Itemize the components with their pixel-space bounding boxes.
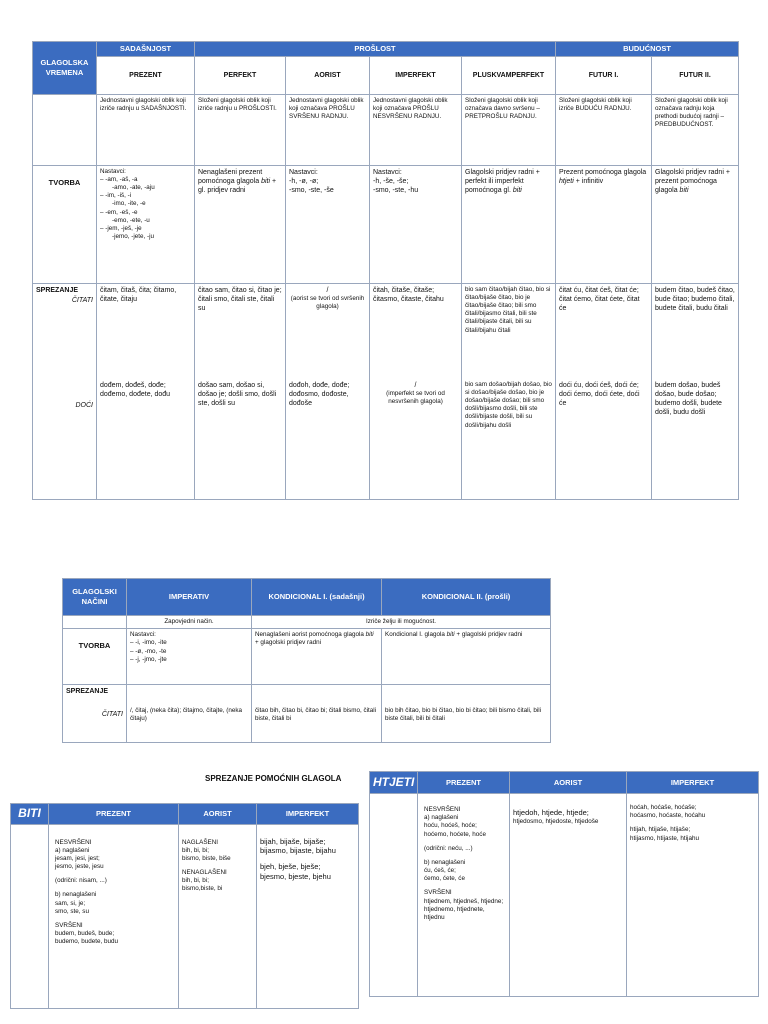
col-imperfekt: IMPERFEKT (370, 56, 462, 94)
text: htijasmo, htijaste, htijahu (630, 834, 699, 842)
text: Nenaglašeni aorist pomoćnoga glagola (255, 631, 366, 639)
text: + glagolski pridjev radni (454, 631, 523, 639)
ending: -imo, -ite, -e (112, 200, 146, 208)
text: sam, si, je; (55, 899, 86, 907)
sprezanje-cell (63, 685, 127, 743)
text: ćemo, ćete, će (424, 875, 465, 883)
htjeti-col-aorist: AORIST (510, 772, 627, 794)
ending: – -i, -imo, -ite (130, 639, 248, 647)
text: budemo, budete, budu (55, 938, 119, 946)
doci-futur-1: doći ću, doći ćeš, doći će; doći ćemo, doći ćete, doći će (559, 381, 640, 407)
tvorba-futur-1 (556, 165, 652, 283)
htjeti-row-head (370, 794, 418, 997)
text: a) naglašeni (55, 846, 90, 854)
tvorba-aorist (286, 165, 370, 283)
biti-row-head (11, 824, 49, 1008)
text: jesmo, jeste, jesu (55, 863, 104, 871)
sprezanje-prezent (97, 283, 195, 499)
glagolski-nacini-table (62, 578, 551, 743)
text: (odrični: neću, ...) (424, 844, 473, 852)
ending: – -am, -aš, -a (100, 176, 191, 184)
text: biti (365, 631, 374, 639)
desc-imperfekt: Jednostavni glagolski oblik koji označava PROŠLU NESVRŠENU RADNJU. (370, 94, 462, 165)
sadasnjost-header: SADAŠNJOST (97, 42, 195, 57)
col-pluskvamperfekt: PLUSKVAMPERFEKT (462, 56, 556, 94)
text: htjednem, htjedneš, htjedne; (424, 897, 504, 905)
doci-perfekt: došao sam, došao si, došao je; došli smo, došli ste, došli su (198, 381, 277, 407)
desc-perfekt: Složeni glagolski oblik koji izriče radnju u PROŠLOSTI. (195, 94, 286, 165)
ending: – -im, -iš, -i (100, 192, 191, 200)
sprezanje-imperfekt (370, 283, 462, 499)
desc-futur-1: Složeni glagolski oblik koji izriče BUDUĆU RADNJU. (556, 94, 652, 165)
text: biti (446, 631, 455, 639)
tvorba-futur-2 (652, 165, 739, 283)
htjeti-col-prezent: PREZENT (418, 772, 510, 794)
col-kondicional-2: KONDICIONAL II. (prošli) (382, 579, 551, 616)
text: NESVRŠENI (55, 838, 92, 846)
text: hoćemo, hoćete, hoće (424, 830, 486, 838)
text: bih, bi, bi; (182, 877, 209, 885)
htjeti-table (369, 771, 759, 997)
tvorba-kondicional-1 (252, 629, 382, 685)
text: NESVRŠENI (424, 806, 461, 813)
text: b) nenaglašeni (55, 891, 97, 899)
doci-futur-2: budem došao, budeš došao, bude došao; budemo došli, budete došli, budu došli (655, 381, 722, 417)
tvorba-prezent-head: Nastavci: (100, 167, 126, 175)
text: bismo,biste, bi (182, 885, 223, 893)
biti-aorist (179, 824, 257, 1008)
tvorba-imperfekt (370, 165, 462, 283)
text: b) nenaglašeni (424, 858, 466, 866)
text: -smo, -ste, -hu (373, 186, 419, 194)
col-aorist: AORIST (286, 56, 370, 94)
text: Kondicional I. glagola (385, 631, 447, 639)
text: biti (679, 186, 689, 194)
text: hoćasmo, hoćaste, hoćahu (630, 812, 706, 820)
tvorba-pluskvamperfekt (462, 165, 556, 283)
glagolska-vremena-table (32, 41, 739, 500)
text: biti (512, 186, 522, 194)
citati-prezent: čitam, čitaš, čita; čitamo, čitate, čitaju (100, 286, 177, 303)
tvorba-label: TVORBA (63, 629, 127, 685)
htjeti-imperfekt (627, 794, 759, 997)
biti-col-prezent: PREZENT (49, 804, 179, 825)
biti-imperfekt (257, 824, 359, 1008)
doci-aorist: dođoh, dođe, dođe; dođosmo, dođoste, dođoše (289, 381, 350, 407)
citati-label: ČITATI (101, 711, 123, 719)
text: bijasmo, bijaste, bijahu (260, 846, 336, 856)
text: Nenaglašeni prezent pomoćnoga glagola (198, 168, 263, 185)
text: biti (261, 177, 271, 185)
text: htjednemo, htjednete, htjednu (424, 905, 485, 921)
text: + glagolski pridjev radni (255, 639, 321, 647)
doci-prezent: dođem, dođeš, dođe; dođemo, dođete, dođu (100, 381, 171, 398)
citati-perfekt: čitao sam, čitao si, čitao je; čitali smo, čitali ste, čitali su (198, 286, 282, 312)
doci-label: DOĆI (75, 401, 93, 409)
sprezanje-imperativ: /, čitaj, (neka čita); čitajmo, čitajte, (neka čitaju) (127, 685, 252, 743)
text: htjedosmo, htjedoste, htjedoše (513, 817, 599, 825)
text: hoću, hoćeš, hoće; (424, 822, 477, 830)
col-perfekt: PERFEKT (195, 56, 286, 94)
sprezanje-cell (33, 283, 97, 499)
text: + infinitiv (573, 177, 604, 185)
doci-imperfekt-note: (imperfekt se tvori od nesvršenih glagola) (386, 389, 445, 406)
ending: -amo, -ate, -aju (112, 184, 155, 192)
imperativ-desc: Zapovjedni način. (127, 616, 252, 629)
citati-futur-2: budem čitao, budeš čitao, bude čitao; budemo čitali, budete čitali, budu čitali (655, 286, 735, 312)
htjeti-aorist (510, 794, 627, 997)
text: bjesmo, bjeste, bjehu (260, 871, 331, 881)
col-imperativ: IMPERATIV (127, 579, 252, 616)
ending: – -em, -eš, -e (100, 209, 191, 217)
text: htjedoh, htjede, htjede; (513, 808, 589, 817)
ending: – -j, -jmo, -jte (130, 656, 248, 664)
text: bih, bi, bi; (182, 846, 209, 854)
ending: -jemo, -jete, -ju (112, 233, 154, 241)
tvorba-prezent (97, 165, 195, 283)
col-kondicional-1: KONDICIONAL I. (sadašnji) (252, 579, 382, 616)
citati-futur-1: čitat ću, čitat ćeš, čitat će; čitat ćemo, čitat ćete, čitat će (559, 286, 640, 312)
text: budem, budeš, bude; (55, 930, 115, 938)
text: htijah, htijaše, htijaše; (630, 826, 691, 834)
text: htjeti (559, 177, 574, 185)
desc-row-head (33, 94, 97, 165)
kondicional-desc: Izriče želju ili mogućnost. (252, 616, 551, 629)
sprezanje-pluskvamperfekt (462, 283, 556, 499)
biti-table (10, 803, 359, 1009)
text: SVRŠENI (55, 921, 83, 929)
text: smo, ste, su (55, 907, 89, 915)
text: bismo, biste, biše (182, 854, 231, 862)
text: -h, -ø, -ø; (289, 177, 319, 185)
text: Nastavci: (289, 168, 318, 176)
desc-futur-2: Složeni glagolski oblik koji označava radnju koja prethodi budućoj radnji – PREDBUDUĆNOST. (652, 94, 739, 165)
text: (odrični: nisam, ...) (55, 877, 107, 885)
text: Prezent pomoćnoga glagola (559, 168, 647, 176)
col-prezent: PREZENT (97, 56, 195, 94)
htjeti-col-imperfekt: IMPERFEKT (627, 772, 759, 794)
text: ću, ćeš, će; (424, 867, 456, 875)
sprezanje-label: SPREZANJE (66, 688, 109, 696)
sprezanje-aorist (286, 283, 370, 499)
sprezanje-kondicional-1: čitao bih, čitao bi, čitao bi; čitali bismo, čitali biste, čitali bi (252, 685, 382, 743)
col-futur-2: FUTUR II. (652, 56, 739, 94)
ending: -emo, -ete, -u (112, 216, 150, 224)
biti-col-imperfekt: IMPERFEKT (257, 804, 359, 825)
text: -smo, -ste, -še (289, 186, 334, 194)
desc-prezent: Jednostavni glagolski oblik koji izriče radnju u SADAŠNJOSTI. (97, 94, 195, 165)
desc-row-head (63, 616, 127, 629)
citati-imperfekt: čitah, čitaše, čitaše; čitasmo, čitaste, čitahu (373, 286, 444, 303)
glagolska-vremena-header: GLAGOLSKA VREMENA (33, 42, 97, 95)
pomocni-glagoli-title: SPREZANJE POMOĆNIH GLAGOLA (205, 774, 342, 783)
ending: – -ø, -mo, -te (130, 648, 248, 656)
citati-label: ČITATI (71, 296, 93, 304)
doci-imperfekt-slash: / (414, 381, 417, 389)
buducnost-header: BUDUĆNOST (556, 42, 739, 57)
citati-aorist-slash: / (326, 286, 329, 294)
text: a) naglašeni (424, 814, 459, 822)
text: bjeh, bješe, bješe; (260, 862, 321, 872)
desc-pluskvamperfekt: Složeni glagolski oblik koji označava davno svršenu – PRETPROŠLU RADNJU. (462, 94, 556, 165)
tvorba-label: TVORBA (33, 165, 97, 283)
ending: – -jem, -ješ, -je (100, 225, 191, 233)
biti-prezent (49, 824, 179, 1008)
text: Nastavci: (373, 168, 402, 176)
tvorba-kondicional-2 (382, 629, 551, 685)
biti-col-aorist: AORIST (179, 804, 257, 825)
text: hoćah, hoćaše, hoćaše; (630, 804, 697, 811)
text: NAGLAŠENI (182, 838, 219, 846)
sprezanje-kondicional-2: bio bih čitao, bio bi čitao, bio bi čitao; bili bismo čitali, bili biste čitali, bili bi čitali (382, 685, 551, 743)
citati-pluskvamperfekt: bio sam čitao/bijah čitao, bio si čitao/bijaše čitao, bio je čitao/bijaše čitao; bili smo čitali/bijasmo čitali, bili ste čitali/bijaste čitali, bili su čitali/bijahu čitali (465, 285, 551, 334)
text: Glagolski pridjev radni + prezent pomoćnoga glagola (655, 168, 730, 194)
desc-aorist: Jednostavni glagolski oblik koji označava PROŠLU SVRŠENU RADNJU. (286, 94, 370, 165)
text: + gl. pridjev radni (198, 177, 277, 194)
sprezanje-perfekt (195, 283, 286, 499)
sprezanje-futur-2 (652, 283, 739, 499)
biti-header: BITI (11, 804, 49, 825)
sprezanje-label: SPREZANJE (36, 286, 79, 294)
doci-pluskvamperfekt: bio sam došao/bijah došao, bio si došao/bijaše došao, bio je došao/bijaše došao; bili smo došli/bijasmo došli, bili ste došli/bijaste došli, bili su došli/bijahu došli (465, 380, 552, 429)
text: bijah, bijaše, bijaše; (260, 836, 326, 846)
text: NENAGLAŠENI (182, 869, 227, 877)
col-futur-1: FUTUR I. (556, 56, 652, 94)
text: -h, -še, -še; (373, 177, 409, 185)
tvorba-imperativ (127, 629, 252, 685)
sprezanje-futur-1 (556, 283, 652, 499)
text: Glagolski pridjev radni + perfekt ili imperfekt pomoćnoga gl. (465, 168, 540, 194)
glagolski-nacini-header: GLAGOLSKI NAČINI (63, 579, 127, 616)
citati-aorist-note: (aorist se tvori od svršenih glagola) (290, 294, 365, 311)
text: SVRŠENI (424, 889, 452, 897)
htjeti-prezent (418, 794, 510, 997)
tvorba-perfekt (195, 165, 286, 283)
proslost-header: PROŠLOST (195, 42, 556, 57)
text: Nastavci: (130, 631, 156, 639)
htjeti-header: HTJETI (370, 772, 418, 794)
text: jesam, jesi, jest; (55, 854, 100, 862)
